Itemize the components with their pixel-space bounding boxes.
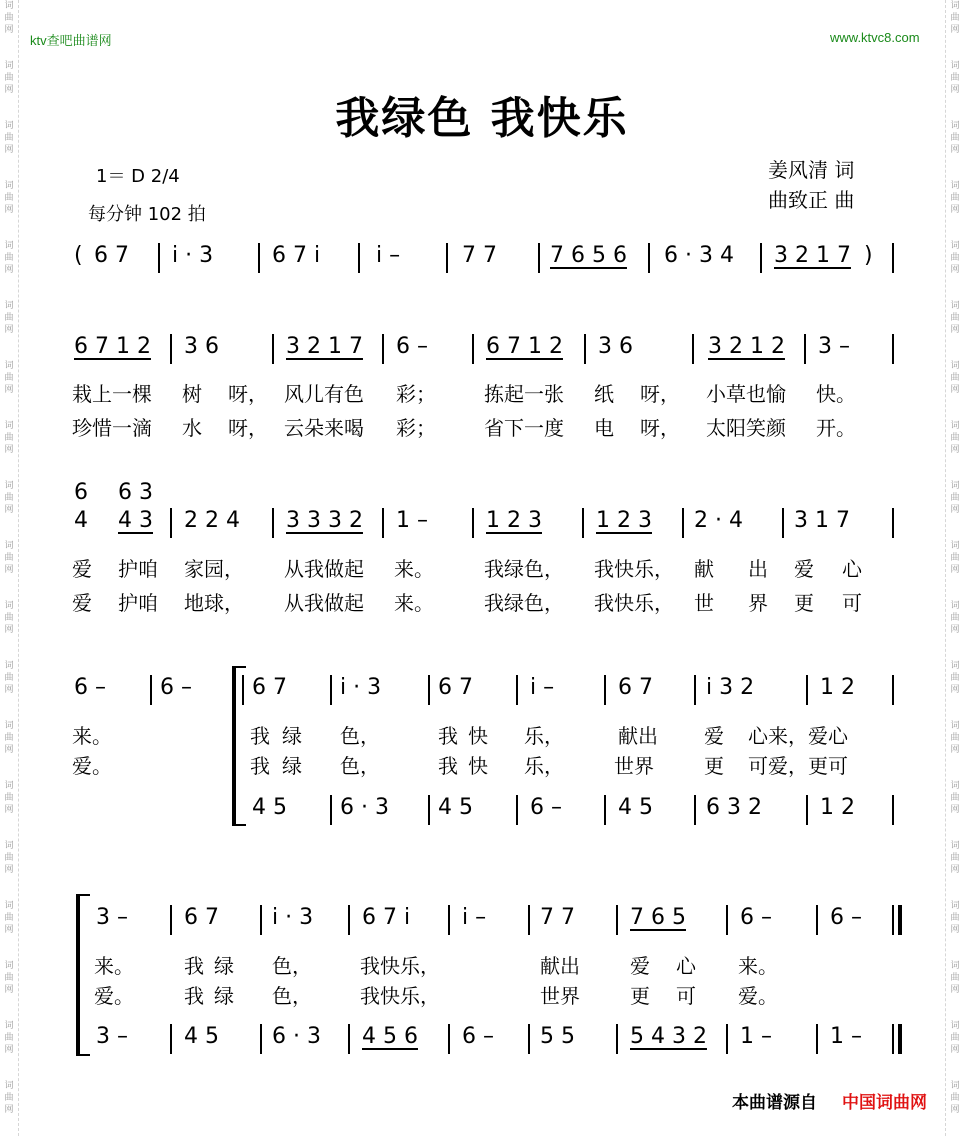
barline <box>616 905 618 935</box>
note-group: 3 – <box>96 1024 128 1049</box>
tempo-marking: 每分钟 102 拍 <box>88 204 206 225</box>
lyric: 爱 <box>72 557 92 581</box>
lyric: 乐， <box>524 724 564 748</box>
barline <box>170 508 172 538</box>
notation-row-1 <box>0 243 964 283</box>
watermark-text: 词 曲 网 <box>950 421 960 455</box>
lyric: 来。 <box>738 954 778 978</box>
barline <box>272 334 274 364</box>
watermark-text: 词 曲 网 <box>4 781 14 815</box>
note-group: i 3 2 <box>706 675 755 700</box>
watermark-text: 词 曲 网 <box>4 721 14 755</box>
lyric: 爱。 <box>72 754 112 778</box>
note-group: 6 – <box>160 675 192 700</box>
barline <box>448 905 450 935</box>
lyric: 心来，爱心 <box>748 724 848 748</box>
barline <box>892 508 894 538</box>
note-group: 4 5 <box>438 795 473 820</box>
watermark-text: 词 曲 网 <box>950 1 960 35</box>
watermark-text: 词 曲 网 <box>4 661 14 695</box>
lyric: 从我做起 <box>284 591 364 615</box>
lyric: 栽上一棵 <box>72 382 152 406</box>
note-group: 4 5 6 <box>362 1024 418 1049</box>
watermark-text: 词 曲 网 <box>4 61 14 95</box>
lyric: 爱 <box>72 591 92 615</box>
barline <box>692 334 694 364</box>
note-group: 6 · 3 <box>272 1024 321 1049</box>
lyric: 来。 <box>394 557 434 581</box>
note-group: 1 – <box>740 1024 772 1049</box>
note-group: 6 – <box>462 1024 494 1049</box>
watermark-text: 词 曲 网 <box>4 1081 14 1115</box>
lyric: 从我做起 <box>284 557 364 581</box>
note-group: 3 2 1 7 <box>286 334 363 359</box>
lyric: 爱。 <box>94 984 134 1008</box>
lyrics-line <box>0 720 964 754</box>
barline <box>694 795 696 825</box>
lyric: 我 <box>250 754 270 778</box>
lyric: 心 <box>842 557 862 581</box>
lyric: 爱 <box>794 557 814 581</box>
barline <box>448 1024 450 1054</box>
note-group: 4 5 <box>252 795 287 820</box>
note-group: 3 1 7 <box>794 508 850 533</box>
lyric: 快 <box>468 724 488 748</box>
note-group: 3 2 1 7 <box>774 243 851 268</box>
lyric: 电 <box>594 416 614 440</box>
note-group: i – <box>462 905 487 930</box>
lyric: 世 <box>694 591 714 615</box>
lyric: 我快乐， <box>360 954 440 978</box>
song-title: 我绿色 我快乐 <box>335 93 629 144</box>
lyric: 绿 <box>214 984 234 1008</box>
key-signature: 1＝ D 2/4 <box>96 166 180 187</box>
watermark-text: 词 曲 网 <box>950 61 960 95</box>
barline <box>170 334 172 364</box>
watermark-text: 词 曲 网 <box>950 601 960 635</box>
barline <box>242 675 244 705</box>
barline <box>516 795 518 825</box>
note-group: i · 3 <box>172 243 214 268</box>
note-group: 3 – <box>818 334 850 359</box>
note-group: 3 6 <box>184 334 219 359</box>
barline <box>428 795 430 825</box>
lyrics-line <box>0 587 964 621</box>
composer-credit: 曲致正 曲 <box>768 188 855 212</box>
watermark-text: 词 曲 网 <box>4 1021 14 1055</box>
barline <box>604 795 606 825</box>
lyric: 纸 <box>594 382 614 406</box>
lyric: 我 <box>184 954 204 978</box>
note-group: i – <box>530 675 555 700</box>
lyric: 色， <box>340 754 380 778</box>
lyric: 爱 <box>704 724 724 748</box>
watermark-text: 词 曲 网 <box>4 961 14 995</box>
note-group: 6 7 <box>94 243 129 268</box>
lyrics-line <box>0 980 964 1014</box>
barline <box>330 795 332 825</box>
lyric: 色， <box>340 724 380 748</box>
lyric: 我绿色， <box>484 557 564 581</box>
barline <box>892 334 894 364</box>
note-group: i – <box>376 243 401 268</box>
barline <box>892 1024 894 1054</box>
barline <box>584 334 586 364</box>
lyrics-line <box>0 950 964 984</box>
lyric: 更 <box>794 591 814 615</box>
watermark-text: 词 曲 网 <box>4 181 14 215</box>
note-group: 5 5 <box>540 1024 575 1049</box>
lyric: 护咱 <box>118 557 158 581</box>
note-group: 1 – <box>396 508 428 533</box>
note-group: 6 7 1 2 <box>486 334 563 359</box>
watermark-text: 词 曲 网 <box>950 1021 960 1055</box>
lyric: 世界 <box>614 754 654 778</box>
lyric: 可 <box>676 984 696 1008</box>
barline <box>472 508 474 538</box>
barline <box>892 675 894 705</box>
lyric: 家园， <box>184 557 244 581</box>
note-group: 6 – <box>830 905 862 930</box>
lyric: 彩； <box>396 382 436 406</box>
note-group: 1 – <box>830 1024 862 1049</box>
lyric: 心 <box>676 954 696 978</box>
barline <box>348 1024 350 1054</box>
barline <box>806 675 808 705</box>
watermark-text: 词 曲 网 <box>950 541 960 575</box>
lyric: 更 <box>630 984 650 1008</box>
barline <box>726 1024 728 1054</box>
watermark-text: 词 曲 网 <box>950 301 960 335</box>
lyric: 我 <box>438 724 458 748</box>
watermark-text: 词 曲 网 <box>4 361 14 395</box>
note-group: 6 – <box>740 905 772 930</box>
barline <box>616 1024 618 1054</box>
barline <box>682 508 684 538</box>
note-group: 6 3 <box>118 480 153 505</box>
barline <box>528 1024 530 1054</box>
notation-row-4-lower <box>0 795 964 835</box>
lyric: 乐， <box>524 754 564 778</box>
barline <box>382 508 384 538</box>
lyrics-line <box>0 553 964 587</box>
note-group: 7 6 5 <box>630 905 686 930</box>
lyric: 绿 <box>282 754 302 778</box>
lyric: 更 <box>704 754 724 778</box>
note-group: 4 <box>74 508 88 533</box>
lyricist-credit: 姜风清 词 <box>768 158 855 182</box>
barline <box>892 795 894 825</box>
barline <box>516 675 518 705</box>
watermark-text: 词 曲 网 <box>4 241 14 275</box>
watermark-text: 词 曲 网 <box>950 361 960 395</box>
watermark-text: 词 曲 网 <box>950 901 960 935</box>
note-group: 6 7 <box>184 905 219 930</box>
lyrics-line <box>0 378 964 412</box>
lyric: 省下一度 <box>484 416 564 440</box>
notation-row-4 <box>0 675 964 715</box>
barline <box>358 243 360 273</box>
barline <box>260 905 262 935</box>
site-name-left[interactable]: ktv查吧曲谱网 <box>30 33 112 48</box>
watermark-text: 词 曲 网 <box>950 481 960 515</box>
lyric: 绿 <box>214 954 234 978</box>
note-group: 6 7 <box>438 675 473 700</box>
watermark-text: 词 曲 网 <box>950 181 960 215</box>
note-group: 4 5 <box>184 1024 219 1049</box>
note-group: 4 5 <box>618 795 653 820</box>
note-group: i · 3 <box>272 905 314 930</box>
lyric: 献出 <box>540 954 580 978</box>
note-group: 7 6 5 6 <box>550 243 627 268</box>
lyric: 绿 <box>282 724 302 748</box>
note-group: 3 – <box>96 905 128 930</box>
note-group: 6 3 2 <box>706 795 762 820</box>
lyric: 可 <box>842 591 862 615</box>
lyric: 云朵来喝 <box>284 416 364 440</box>
lyric: 护咱 <box>118 591 158 615</box>
note-group: 2 · 4 <box>694 508 743 533</box>
barline <box>806 795 808 825</box>
note-group: 1 2 <box>820 675 855 700</box>
final-barline <box>898 1024 902 1054</box>
barline <box>348 905 350 935</box>
note-group: 7 7 <box>462 243 497 268</box>
barline <box>446 243 448 273</box>
lyric: 呀， <box>228 382 268 406</box>
note-group: 6 · 3 4 <box>664 243 734 268</box>
lyric: 我 <box>184 984 204 1008</box>
note-group: 6 7 <box>252 675 287 700</box>
note-group: 4 3 <box>118 508 153 533</box>
lyric: 彩； <box>396 416 436 440</box>
note-group: 5 4 3 2 <box>630 1024 707 1049</box>
note-group: 1 2 3 <box>596 508 652 533</box>
watermark-text: 词 曲 网 <box>950 781 960 815</box>
lyric: 来。 <box>94 954 134 978</box>
barline <box>170 1024 172 1054</box>
lyric: 拣起一张 <box>484 382 564 406</box>
lyric: 我 <box>250 724 270 748</box>
barline <box>330 675 332 705</box>
watermark-text: 词 曲 网 <box>950 841 960 875</box>
note-group: 6 · 3 <box>340 795 389 820</box>
barline <box>472 334 474 364</box>
barline <box>538 243 540 273</box>
barline <box>272 508 274 538</box>
note-group: 2 2 4 <box>184 508 240 533</box>
note-group: i · 3 <box>340 675 382 700</box>
lyric: 世界 <box>540 984 580 1008</box>
barline <box>158 243 160 273</box>
watermark-text: 词 曲 网 <box>950 121 960 155</box>
lyric: 来。 <box>72 724 112 748</box>
note-group: 6 – <box>530 795 562 820</box>
lyric: 快 <box>468 754 488 778</box>
watermark-text: 词 曲 网 <box>950 1081 960 1115</box>
barline <box>648 243 650 273</box>
watermark-text: 词 曲 网 <box>4 481 14 515</box>
note-group: 6 <box>74 480 88 505</box>
barline <box>604 675 606 705</box>
note-group: 1 2 <box>820 795 855 820</box>
note-group: ( <box>74 243 83 268</box>
barline <box>582 508 584 538</box>
barline <box>804 334 806 364</box>
lyric: 我快乐， <box>594 591 674 615</box>
lyrics-line <box>0 412 964 446</box>
note-group: 6 7 i <box>272 243 321 268</box>
lyric: 我快乐， <box>360 984 440 1008</box>
barline <box>892 243 894 273</box>
lyric: 珍惜一滴 <box>72 416 152 440</box>
lyric: 呀， <box>228 416 268 440</box>
lyric: 呀， <box>640 382 680 406</box>
lyric: 色， <box>272 954 312 978</box>
watermark-text: 词 曲 网 <box>4 421 14 455</box>
lyric: 快。 <box>816 382 856 406</box>
watermark-text: 词 曲 网 <box>4 541 14 575</box>
lyric: 出 <box>748 557 768 581</box>
site-url-right[interactable]: www.ktvc8.com <box>830 30 920 45</box>
lyric: 太阳笑颜 <box>706 416 786 440</box>
barline <box>726 905 728 935</box>
barline <box>816 905 818 935</box>
note-group: 7 7 <box>540 905 575 930</box>
lyric: 我快乐， <box>594 557 674 581</box>
note-group: 6 – <box>396 334 428 359</box>
lyric: 来。 <box>394 591 434 615</box>
watermark-text: 词 曲 网 <box>4 301 14 335</box>
barline <box>170 905 172 935</box>
lyric: 可爱，更可 <box>748 754 848 778</box>
watermark-text: 词 曲 网 <box>4 901 14 935</box>
note-group: ) <box>864 243 873 268</box>
barline <box>258 243 260 273</box>
watermark-text: 词 曲 网 <box>950 721 960 755</box>
lyric: 献 <box>694 557 714 581</box>
watermark-text: 词 曲 网 <box>950 961 960 995</box>
lyrics-line <box>0 750 964 784</box>
watermark-text: 词 曲 网 <box>4 121 14 155</box>
watermark-text: 词 曲 网 <box>4 1 14 35</box>
notation-row-2 <box>0 334 964 374</box>
watermark-text: 词 曲 网 <box>950 661 960 695</box>
lyric: 爱 <box>630 954 650 978</box>
source-label: 本曲谱源自 <box>732 1093 817 1113</box>
lyric: 小草也愉 <box>706 382 786 406</box>
lyric: 我 <box>438 754 458 778</box>
barline <box>260 1024 262 1054</box>
lyric: 呀， <box>640 416 680 440</box>
barline <box>782 508 784 538</box>
barline <box>150 675 152 705</box>
notation-row-5 <box>0 905 964 945</box>
lyric: 开。 <box>816 416 856 440</box>
notation-row-5-lower <box>0 1024 964 1064</box>
notation-row-3 <box>0 508 964 548</box>
lyric: 献出 <box>618 724 658 748</box>
lyric: 界 <box>748 591 768 615</box>
barline <box>694 675 696 705</box>
barline <box>428 675 430 705</box>
barline <box>382 334 384 364</box>
barline <box>760 243 762 273</box>
watermark-text: 词 曲 网 <box>4 601 14 635</box>
final-barline <box>898 905 902 935</box>
watermark-text: 词 曲 网 <box>950 241 960 275</box>
lyric: 我绿色， <box>484 591 564 615</box>
lyric: 地球， <box>184 591 244 615</box>
note-group: 3 3 3 2 <box>286 508 363 533</box>
note-group: 1 2 3 <box>486 508 542 533</box>
barline <box>892 905 894 935</box>
lyric: 水 <box>182 416 202 440</box>
note-group: 6 7 1 2 <box>74 334 151 359</box>
source-link[interactable]: 中国词曲网 <box>842 1093 927 1113</box>
note-group: 6 7 <box>618 675 653 700</box>
lyric: 色， <box>272 984 312 1008</box>
note-group: 3 6 <box>598 334 633 359</box>
lyric: 风儿有色 <box>284 382 364 406</box>
watermark-text: 词 曲 网 <box>4 841 14 875</box>
note-group: 6 7 i <box>362 905 411 930</box>
barline <box>816 1024 818 1054</box>
lyric: 树 <box>182 382 202 406</box>
note-group: 3 2 1 2 <box>708 334 785 359</box>
note-group: 6 – <box>74 675 106 700</box>
barline <box>528 905 530 935</box>
lyric: 爱。 <box>738 984 778 1008</box>
